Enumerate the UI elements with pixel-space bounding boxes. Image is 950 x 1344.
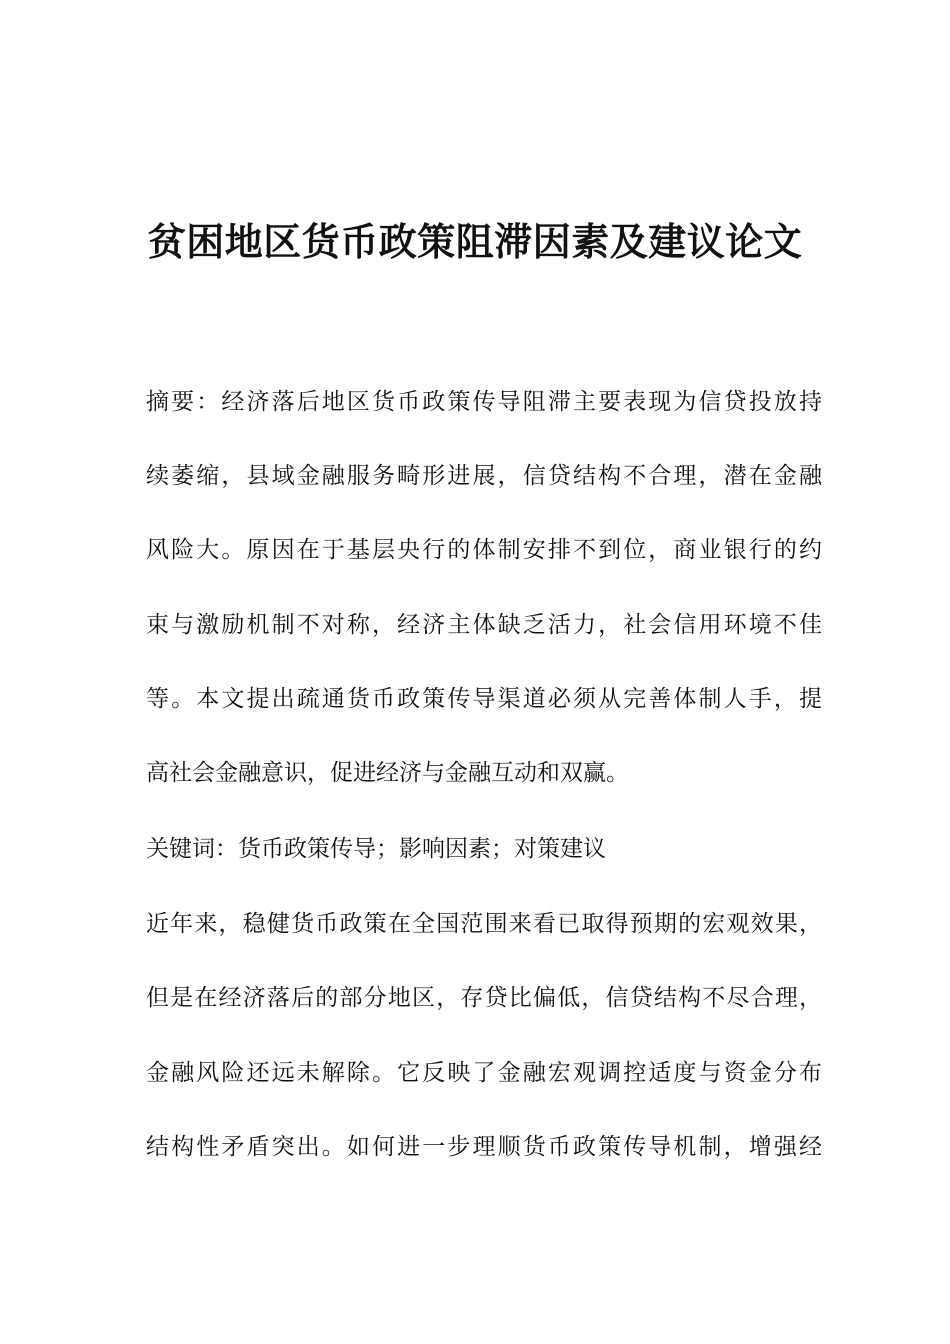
body-line-2: 但是在经济落后的部分地区，存贷比偏低，信贷结构不尽合理， <box>146 985 822 1011</box>
abstract-line-5: 等。本文提出疏通货币政策传导渠道必须从完善体制人手，提 <box>146 686 822 712</box>
keywords-line: 关键词：货币政策传导；影响因素；对策建议 <box>146 836 606 862</box>
body-line-4: 结构性矛盾突出。如何进一步理顺货币政策传导机制，增强经 <box>146 1134 822 1160</box>
abstract-line-4: 束与激励机制不对称，经济主体缺乏活力，社会信用环境不佳 <box>146 612 822 638</box>
body-line-3: 金融风险还远未解除。它反映了金融宏观调控适度与资金分布 <box>146 1060 822 1086</box>
body-line-1: 近年来，稳健货币政策在全国范围来看已取得预期的宏观效果， <box>146 911 822 937</box>
abstract-line-3: 风险大。原因在于基层央行的体制安排不到位，商业银行的约 <box>146 537 822 563</box>
abstract-line-2: 续萎缩，县域金融服务畸形进展，信贷结构不合理，潜在金融 <box>146 463 822 489</box>
abstract-line-1: 摘要：经济落后地区货币政策传导阻滞主要表现为信贷投放持 <box>146 389 822 415</box>
document-title: 贫困地区货币政策阻滞因素及建议论文 <box>147 220 803 264</box>
abstract-line-6: 高社会金融意识，促进经济与金融互动和双赢。 <box>146 760 629 786</box>
